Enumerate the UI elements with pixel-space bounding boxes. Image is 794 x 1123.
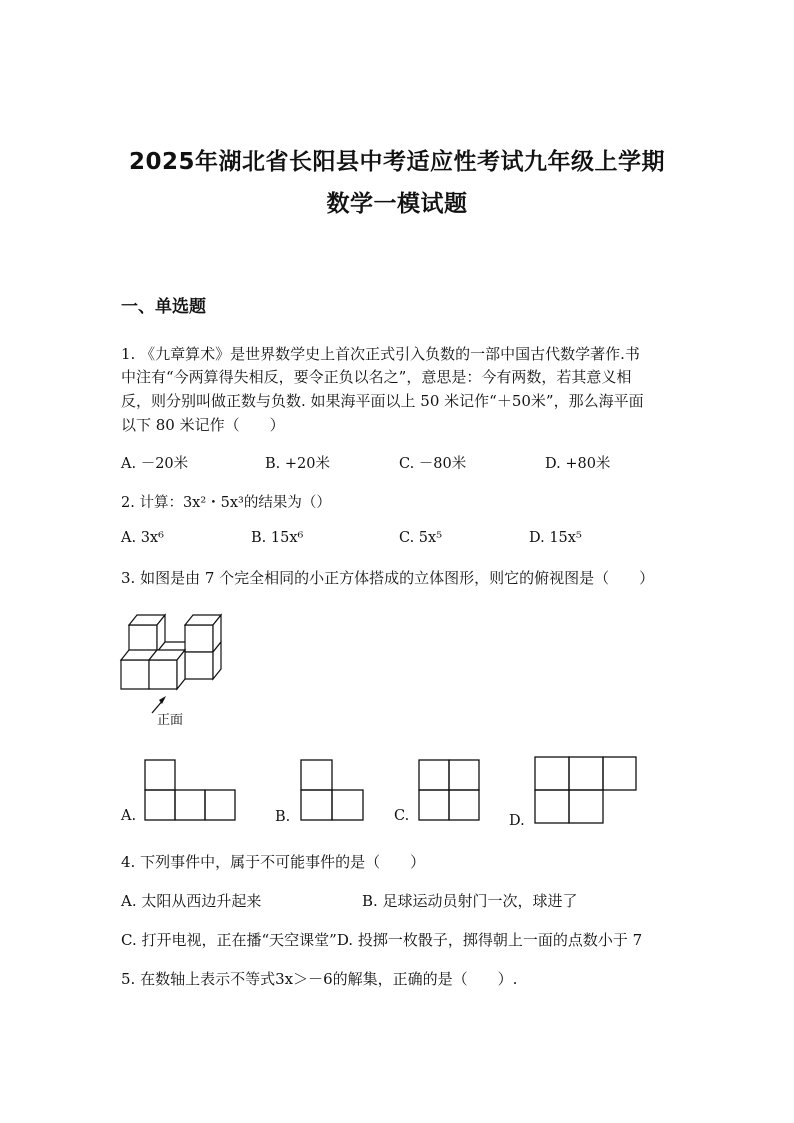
- q3-stem: 3. 如图是由 7 个完全相同的小正方体搭成的立体图形，则它的俯视图是（ ）: [121, 569, 655, 587]
- q3-option-c-figure: [418, 759, 482, 823]
- q3-option-a-figure: [144, 759, 238, 823]
- q1-line-4: 以下 80 米记作（ ）: [121, 416, 285, 434]
- q1-line-2: 中注有“今两算得失相反，要令正负以名之”，意思是：今有两数，若其意义相: [121, 368, 632, 386]
- q3-option-d-label: D.: [509, 813, 525, 829]
- q1-option-d: D. +80米: [545, 456, 611, 472]
- q4-stem: 4. 下列事件中，属于不可能事件的是（ ）: [121, 853, 426, 871]
- q3-option-b-figure: [300, 759, 366, 823]
- q2-option-d: D. 15x⁵: [529, 530, 582, 546]
- q1-option-b: B. +20米: [265, 456, 330, 472]
- q3-option-b-label: B.: [275, 809, 291, 825]
- q1-line-3: 反，则分别叫做正数与负数. 如果海平面以上 50 米记作“＋50米”，那么海平面: [121, 392, 644, 410]
- section-heading: 一、单选题: [121, 297, 206, 317]
- q5-stem: 5. 在数轴上表示不等式3x＞－6的解集，正确的是（ ）.: [121, 970, 518, 988]
- q2-option-b: B. 15x⁶: [251, 530, 304, 546]
- q1-option-c: C. －80米: [399, 456, 467, 472]
- q3-option-d-figure: [534, 756, 638, 826]
- title-line-2: 数学一模试题: [326, 191, 468, 217]
- q4-option-b: B. 足球运动员射门一次，球进了: [362, 892, 578, 910]
- front-view-label: 正面: [157, 713, 184, 728]
- q2-option-a: A. 3x⁶: [121, 530, 164, 546]
- q3-option-a-label: A.: [121, 808, 137, 824]
- q4-option-cd: C. 打开电视，正在播“天空课堂”D. 投掷一枚骰子，掷得朝上一面的点数小于 7: [121, 931, 643, 949]
- q3-option-c-label: C.: [394, 808, 410, 824]
- title-line-1: 2025年湖北省长阳县中考适应性考试九年级上学期: [128, 149, 665, 175]
- q1-line-1: 1. 《九章算术》是世界数学史上首次正式引入负数的一部中国古代数学著作.书: [121, 345, 640, 363]
- q2-option-c: C. 5x⁵: [399, 530, 443, 546]
- q2-stem: 2. 计算：3x²・5x³的结果为（）: [121, 495, 331, 511]
- q1-option-a: A. －20米: [121, 456, 189, 472]
- q4-option-a: A. 太阳从西边升起来: [121, 892, 262, 910]
